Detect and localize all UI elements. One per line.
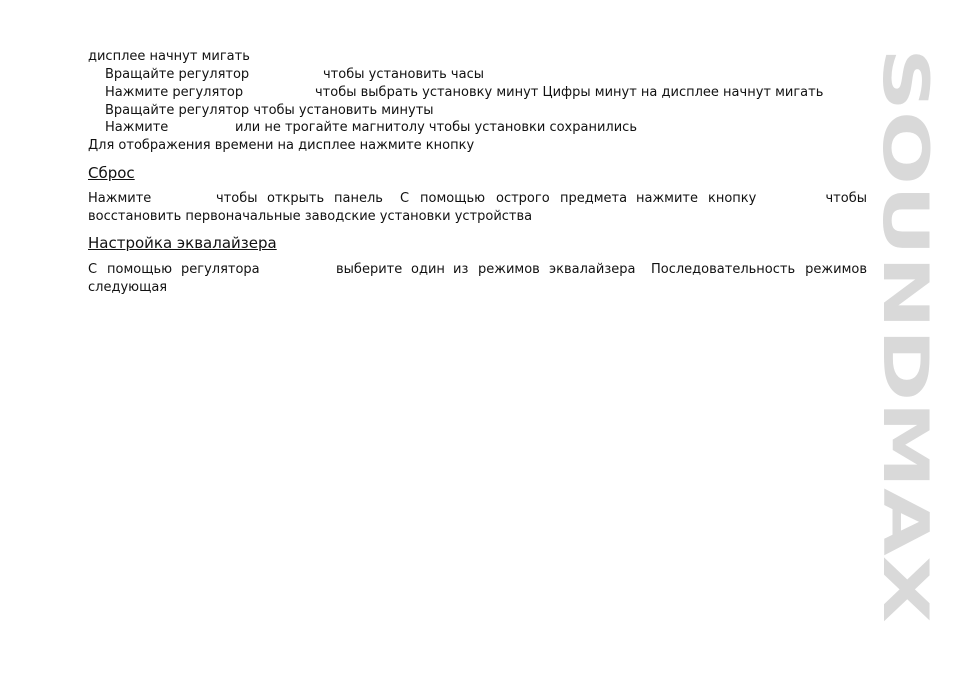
soundmax-logo [868, 48, 942, 628]
word: помощью [107, 262, 173, 277]
text-line: дисплее начнут мигать [88, 49, 250, 64]
word: Нажмите [88, 191, 152, 206]
word: эквалайзера [549, 262, 636, 277]
word: один [411, 262, 445, 277]
text-line: чтобы выбрать установку минут Цифры минут на дисплее начнут мигать [315, 85, 824, 100]
word: чтобы [825, 191, 867, 206]
word: чтобы [216, 191, 258, 206]
word: С [88, 262, 98, 277]
word: кнопку [708, 191, 757, 206]
word: панель [334, 191, 383, 206]
word: режимов [478, 262, 540, 277]
soundmax-logo-text: SOUNDMAX [868, 48, 942, 457]
word: С [400, 191, 410, 206]
word: регулятора [181, 262, 260, 277]
section-heading-reset: Сброс [88, 164, 135, 182]
text-line: следующая [88, 280, 168, 295]
word: режимов [805, 262, 867, 277]
word: Последовательность [651, 262, 796, 277]
eq-paragraph-line [88, 261, 867, 279]
word: нажмите [636, 191, 699, 206]
word: острого [496, 191, 550, 206]
reset-paragraph-line [88, 190, 867, 208]
text-line: Вращайте регулятор [105, 67, 250, 82]
text-line: Для отображения времени на дисплее нажмите кнопку [88, 138, 475, 153]
text-line: Нажмите [105, 120, 169, 135]
word: выберите [336, 262, 403, 277]
text-line: Нажмите регулятор [105, 85, 244, 100]
text-line: или не трогайте магнитолу чтобы установки сохранились [235, 120, 637, 135]
word: из [453, 262, 469, 277]
section-heading-equalizer: Настройка эквалайзера [88, 234, 277, 252]
word: помощью [420, 191, 486, 206]
text-line: чтобы установить часы [323, 67, 484, 82]
word: предмета [560, 191, 628, 206]
text-line: Вращайте регулятор чтобы установить минуты [105, 103, 434, 118]
word: открыть [267, 191, 325, 206]
text-line: восстановить первоначальные заводские установки устройства [88, 209, 533, 224]
